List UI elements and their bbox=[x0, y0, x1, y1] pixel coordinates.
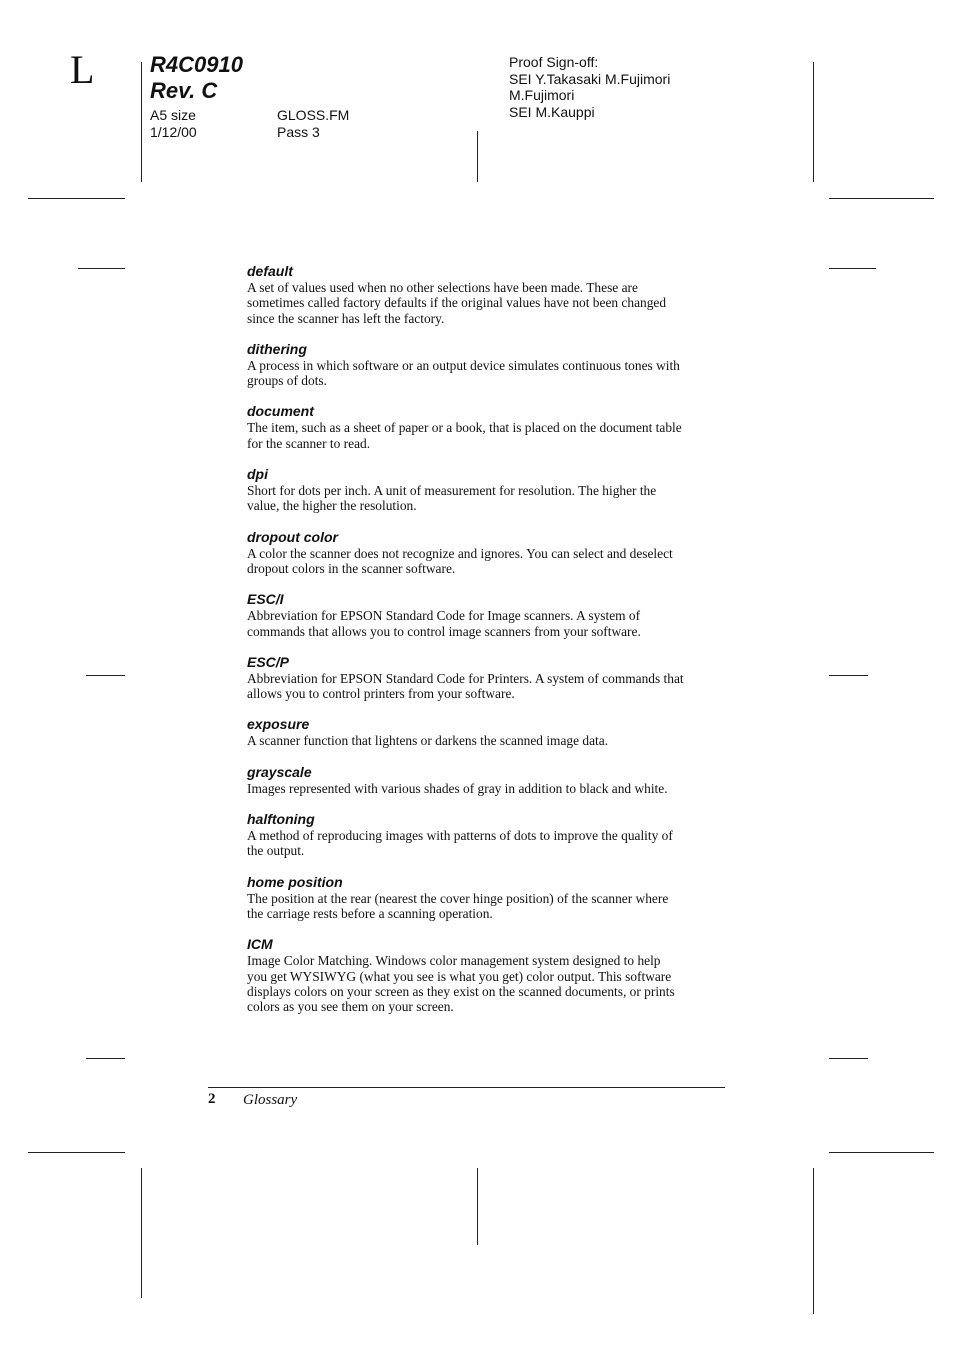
crop-mark bbox=[829, 1152, 934, 1153]
corner-letter: L bbox=[70, 47, 95, 92]
definition-line: you get WYSIWYG (what you see is what you get) color output. This software bbox=[247, 968, 672, 984]
glossary-definition bbox=[247, 608, 727, 639]
glossary-term: default bbox=[247, 263, 293, 279]
crop-mark bbox=[829, 675, 868, 676]
glossary-entry bbox=[247, 263, 727, 326]
glossary-term: ESC/I bbox=[247, 591, 284, 608]
definition-line: Abbreviation for EPSON Standard Code for Printers. A system of commands that bbox=[247, 670, 684, 686]
glossary-term: halftoning bbox=[247, 811, 315, 828]
revision: Rev. C bbox=[150, 78, 218, 103]
file-pass bbox=[277, 107, 349, 140]
glossary-entry bbox=[247, 466, 727, 514]
definition-line: the output. bbox=[247, 843, 305, 859]
crop-mark bbox=[813, 1168, 814, 1314]
crop-mark bbox=[477, 1168, 478, 1245]
crop-mark bbox=[78, 268, 125, 269]
glossary-entry bbox=[247, 654, 727, 702]
size-date bbox=[150, 107, 197, 140]
signoff-line: M.Fujimori bbox=[509, 87, 575, 104]
glossary-term: document bbox=[247, 403, 314, 420]
crop-mark bbox=[141, 62, 142, 182]
glossary-definition bbox=[247, 891, 727, 922]
definition-line: A color the scanner does not recognize and ignores. You can select and deselect bbox=[247, 545, 673, 561]
definition-line: for the scanner to read. bbox=[247, 435, 371, 451]
definition-line: A method of reproducing images with patterns of dots to improve the quality of bbox=[247, 828, 673, 844]
glossary-term: dithering bbox=[247, 340, 307, 357]
model-revision bbox=[150, 52, 243, 104]
glossary-definition bbox=[247, 828, 727, 859]
glossary-term: ESC/P bbox=[247, 653, 290, 670]
glossary-term: home position bbox=[247, 873, 343, 890]
signoff-line: Proof Sign-off: bbox=[509, 54, 599, 70]
definition-line: commands that allows you to control image scanners from your software. bbox=[247, 623, 641, 639]
glossary-entry bbox=[247, 529, 727, 577]
glossary-definition bbox=[247, 420, 727, 451]
glossary-entry bbox=[247, 716, 727, 748]
definition-line: colors as you see them on your screen. bbox=[247, 999, 454, 1015]
file-name: GLOSS.FM bbox=[277, 107, 350, 123]
definition-line: since the scanner has left the factory. bbox=[247, 310, 445, 326]
glossary-definition bbox=[247, 733, 727, 748]
glossary-list bbox=[247, 263, 727, 1029]
signoff-line: SEI M.Kauppi bbox=[509, 103, 595, 120]
pass-number: Pass 3 bbox=[277, 123, 320, 140]
definition-line: Short for dots per inch. A unit of measurement for resolution. The higher the bbox=[247, 483, 657, 499]
footer-rule bbox=[208, 1087, 725, 1088]
definition-line: The position at the rear (nearest the cover hinge position) of the scanner where bbox=[247, 890, 669, 906]
crop-mark bbox=[477, 131, 478, 182]
paper-size: A5 size bbox=[150, 107, 196, 123]
crop-mark bbox=[86, 1058, 125, 1059]
crop-mark bbox=[829, 268, 876, 269]
glossary-definition bbox=[247, 671, 727, 702]
glossary-definition bbox=[247, 781, 727, 796]
signoff-line: SEI Y.Takasaki M.Fujimori bbox=[509, 70, 671, 87]
glossary-definition bbox=[247, 483, 727, 514]
model-code: R4C0910 bbox=[150, 52, 243, 77]
glossary-term: exposure bbox=[247, 716, 310, 733]
definition-line: The item, such as a sheet of paper or a book, that is placed on the document table bbox=[247, 420, 682, 436]
definition-line: Images represented with various shades of gray in addition to black and white. bbox=[247, 780, 668, 796]
crop-mark bbox=[28, 1152, 125, 1153]
definition-line: A process in which software or an output device simulates continuous tones with bbox=[247, 357, 680, 373]
definition-line: allows you to control printers from your software. bbox=[247, 686, 515, 702]
page-number: 2 bbox=[208, 1091, 216, 1107]
glossary-entry bbox=[247, 811, 727, 859]
glossary-entry bbox=[247, 341, 727, 389]
glossary-definition bbox=[247, 280, 727, 326]
definition-line: Image Color Matching. Windows color management system designed to help bbox=[247, 953, 661, 969]
definition-line: groups of dots. bbox=[247, 373, 327, 389]
definition-line: Abbreviation for EPSON Standard Code for Image scanners. A system of bbox=[247, 608, 641, 624]
proof-signoff bbox=[509, 54, 670, 120]
glossary-term: grayscale bbox=[247, 763, 312, 780]
crop-mark bbox=[28, 198, 125, 199]
glossary-entry bbox=[247, 874, 727, 922]
section-name: Glossary bbox=[243, 1092, 298, 1108]
glossary-entry bbox=[247, 764, 727, 796]
glossary-definition bbox=[247, 358, 727, 389]
print-date: 1/12/00 bbox=[150, 123, 197, 140]
glossary-entry bbox=[247, 936, 727, 1014]
glossary-definition bbox=[247, 546, 727, 577]
definition-line: the carriage rests before a scanning operation. bbox=[247, 905, 493, 921]
crop-mark bbox=[829, 198, 934, 199]
glossary-entry bbox=[247, 403, 727, 451]
definition-line: dropout colors in the scanner software. bbox=[247, 560, 456, 576]
definition-line: A scanner function that lightens or darkens the scanned image data. bbox=[247, 733, 609, 749]
glossary-term: ICM bbox=[247, 936, 273, 953]
definition-line: displays colors on your screen as they exist on the scanned documents, or prints bbox=[247, 983, 675, 999]
crop-mark bbox=[141, 1168, 142, 1298]
crop-mark bbox=[813, 62, 814, 182]
crop-mark bbox=[829, 1058, 868, 1059]
glossary-term: dpi bbox=[247, 466, 268, 483]
glossary-definition bbox=[247, 953, 727, 1014]
definition-line: A set of values used when no other selections have been made. These are bbox=[247, 280, 638, 295]
glossary-entry bbox=[247, 591, 727, 639]
definition-line: value, the higher the resolution. bbox=[247, 498, 417, 514]
glossary-term: dropout color bbox=[247, 528, 338, 545]
definition-line: sometimes called factory defaults if the original values have not been changed bbox=[247, 295, 667, 311]
crop-mark bbox=[86, 675, 125, 676]
